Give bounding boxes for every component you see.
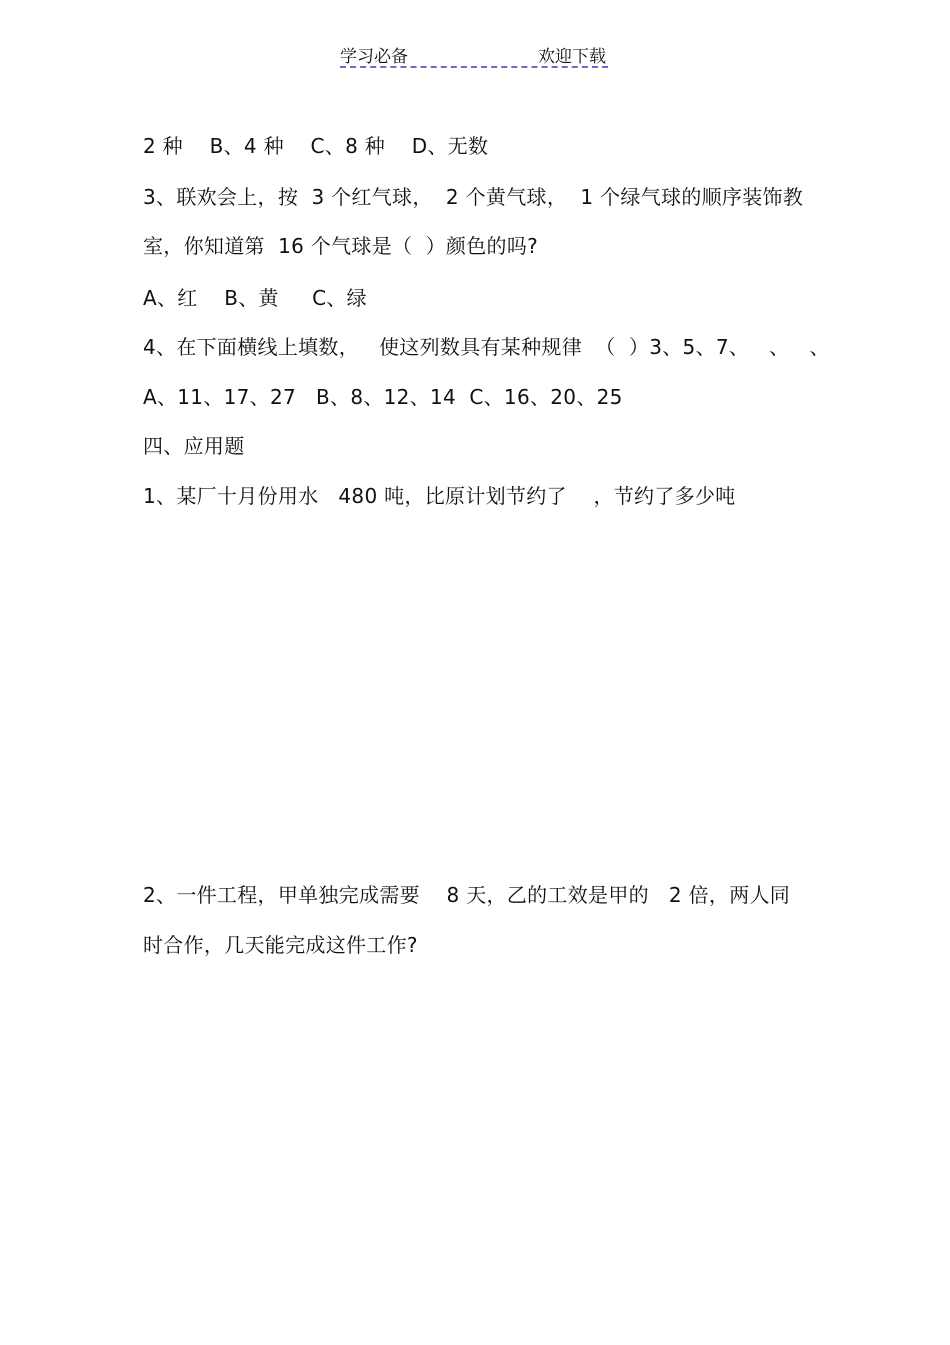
header-right-text: 欢迎下载 (538, 47, 606, 67)
option-line-q4: A、11、17、27 B、8、12、14 C、16、20、25 (143, 385, 623, 409)
application-question-2-line-1: 2、一件工程，甲单独完成需要 8 天，乙的工效是甲的 2 倍，两人同 (143, 883, 791, 907)
application-question-2-line-2: 时合作，几天能完成这件工作? (143, 933, 418, 957)
option-line-q2: 2 种 B、4 种 C、8 种 D、无数 (143, 134, 489, 158)
application-question-1: 1、某厂十月份用水 480 吨，比原计划节约了 ，节约了多少吨 (143, 484, 736, 508)
page-header (340, 40, 608, 68)
question-3-line-1: 3、联欢会上，按 3 个红气球， 2 个黄气球， 1 个绿气球的顺序装饰教 (143, 185, 804, 209)
question-4-line: 4、在下面横线上填数， 使这列数具有某种规律 （ ）3、5、7、 、 、 (143, 335, 830, 359)
section-heading-applications: 四、应用题 (143, 434, 245, 458)
question-3-line-2: 室，你知道第 16 个气球是（ ）颜色的吗? (143, 234, 539, 258)
option-line-q3: A、红 B、黄 C、绿 (143, 286, 367, 310)
header-left-text: 学习必备 (340, 47, 408, 67)
